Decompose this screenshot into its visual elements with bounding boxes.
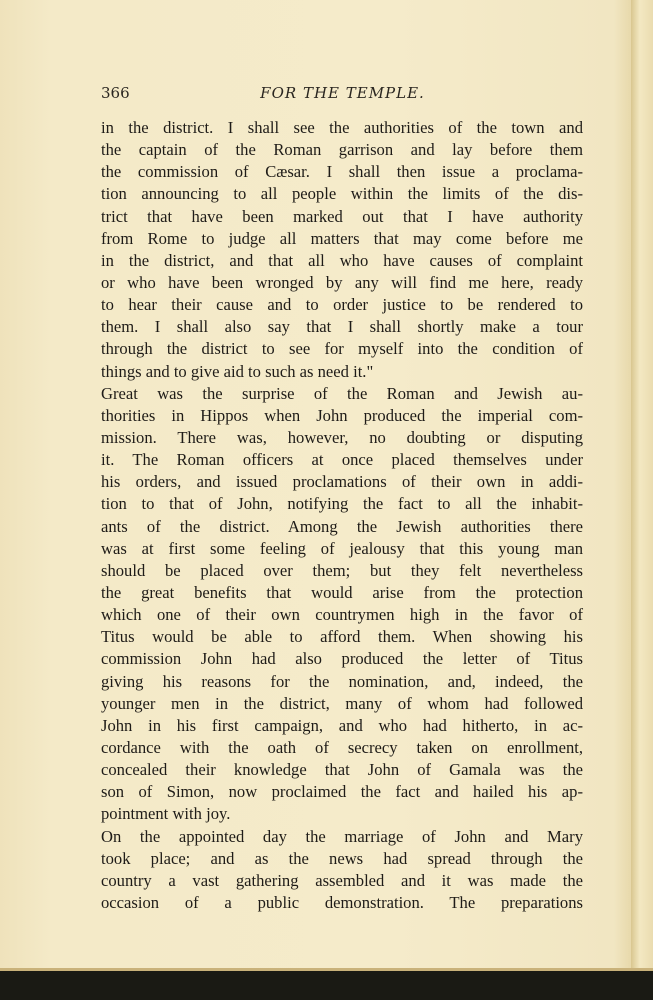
text-line: should be placed over them; but they felt nevertheless <box>101 560 583 580</box>
text-line: commission John had also produced the letter of Titus <box>101 649 583 669</box>
text-line: tion announcing to all people within the limits of the dis- <box>101 184 583 204</box>
text-line: son of Simon, now proclaimed the fact and hailed his ap- <box>101 782 583 802</box>
text-line: it. The Roman officers at once placed themselves under <box>101 450 583 470</box>
text-line: through the district to see for myself into the condition of <box>101 339 583 359</box>
text-line: his orders, and issued proclamations of their own in addi- <box>101 472 583 492</box>
text-line: or who have been wronged by any will find me here, ready <box>101 272 583 292</box>
text-line: concealed their knowledge that John of Gamala was the <box>101 760 583 780</box>
text-line: was at first some feeling of jealousy that this young man <box>101 538 583 558</box>
page-number: 366 <box>101 84 130 102</box>
text-line: mission. There was, however, no doubting or disputing <box>101 427 583 447</box>
text-line: giving his reasons for the nomination, and, indeed, the <box>101 671 583 691</box>
text-line: tion to that of John, notifying the fact to all the inhabit- <box>101 494 583 514</box>
body-text <box>101 117 583 914</box>
text-line: from Rome to judge all matters that may come before me <box>101 228 583 248</box>
text-line: in the district. I shall see the authorities of the town and <box>101 118 583 137</box>
text-line: things and to give aid to such as need it." <box>101 361 374 381</box>
text-line: them. I shall also say that I shall shortly make a tour <box>101 317 583 337</box>
text-line: thorities in Hippos when John produced the imperial com- <box>101 405 583 425</box>
text-line: in the district, and that all who have causes of complaint <box>101 250 583 270</box>
text-line: country a vast gathering assembled and it was made the <box>101 870 583 890</box>
page-edge <box>631 0 653 968</box>
text-line: trict that have been marked out that I have authority <box>101 206 583 226</box>
text-line: pointment with joy. <box>101 804 231 824</box>
text-line: to hear their cause and to order justice to be rendered to <box>101 295 583 315</box>
running-title: FOR THE TEMPLE. <box>260 84 425 102</box>
text-line: John in his first campaign, and who had hitherto, in ac- <box>101 715 583 735</box>
text-line: younger men in the district, many of whom had followed <box>101 693 583 713</box>
text-line: On the appointed day the marriage of John and Mary <box>101 826 583 846</box>
text-line: Titus would be able to afford them. When showing his <box>101 627 583 647</box>
text-line: which one of their own countrymen high in the favor of <box>101 605 583 625</box>
text-line: cordance with the oath of secrecy taken on enrollment, <box>101 737 583 757</box>
text-line: the captain of the Roman garrison and lay before them <box>101 140 583 160</box>
text-line: took place; and as the news had spread through the <box>101 848 583 868</box>
text-line: occasion of a public demonstration. The preparations <box>101 892 583 912</box>
text-line: Great was the surprise of the Roman and Jewish au- <box>101 383 583 403</box>
text-line: ants of the district. Among the Jewish authorities there <box>101 516 583 536</box>
running-header <box>101 84 584 106</box>
text-line: the great benefits that would arise from the protection <box>101 582 583 602</box>
text-line: the commission of Cæsar. I shall then issue a proclama- <box>101 162 583 182</box>
